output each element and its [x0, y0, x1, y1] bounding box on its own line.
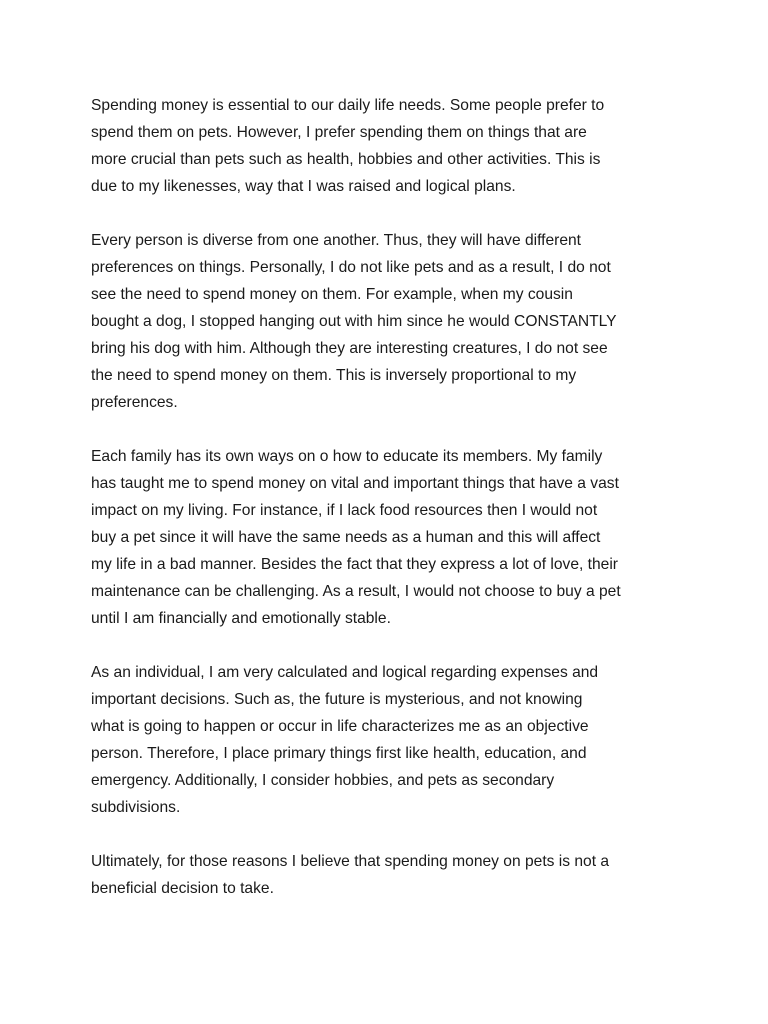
text-line: person. Therefore, I place primary things first like health, education, and	[91, 745, 587, 762]
text-line: As an individual, I am very calculated and logical regarding expenses and	[91, 664, 599, 681]
text-line: Ultimately, for those reasons I believe that spending money on pets is not a	[91, 853, 610, 870]
text-line: preferences on things. Personally, I do not like pets and as a result, I do not	[91, 259, 611, 276]
text-line: has taught me to spend money on vital and important things that have a vast	[91, 475, 619, 492]
text-line: preferences.	[91, 394, 178, 411]
text-line: bring his dog with him. Although they are interesting creatures, I do not see	[91, 340, 608, 357]
paragraph-intro	[91, 92, 691, 200]
text-line: beneficial decision to take.	[91, 880, 274, 897]
text-line: Every person is diverse from one another. Thus, they will have different	[91, 232, 582, 249]
text-line: Each family has its own ways on o how to educate its members. My family	[91, 448, 603, 465]
text-line: spend them on pets. However, I prefer spending them on things that are	[91, 124, 587, 141]
text-line: due to my likenesses, way that I was raised and logical plans.	[91, 178, 516, 195]
paragraph-individual	[91, 659, 691, 821]
paragraph-family	[91, 443, 691, 632]
text-line: the need to spend money on them. This is inversely proportional to my	[91, 367, 577, 384]
paragraph-preferences	[91, 227, 691, 416]
text-line: more crucial than pets such as health, hobbies and other activities. This is	[91, 151, 601, 168]
text-line: important decisions. Such as, the future is mysterious, and not knowing	[91, 691, 583, 708]
text-line: Spending money is essential to our daily life needs. Some people prefer to	[91, 97, 605, 114]
text-line: see the need to spend money on them. For example, when my cousin	[91, 286, 573, 303]
text-line: buy a pet since it will have the same needs as a human and this will affect	[91, 529, 601, 546]
text-line: emergency. Additionally, I consider hobbies, and pets as secondary	[91, 772, 555, 789]
paragraph-conclusion	[91, 848, 691, 902]
text-line: subdivisions.	[91, 799, 181, 816]
text-line: my life in a bad manner. Besides the fact that they express a lot of love, their	[91, 556, 619, 573]
text-line: maintenance can be challenging. As a result, I would not choose to buy a pet	[91, 583, 621, 600]
document-body	[91, 92, 691, 929]
text-line: impact on my living. For instance, if I lack food resources then I would not	[91, 502, 598, 519]
text-line: what is going to happen or occur in life characterizes me as an objective	[91, 718, 589, 735]
text-line: bought a dog, I stopped hanging out with him since he would CONSTANTLY	[91, 313, 617, 330]
text-line: until I am financially and emotionally stable.	[91, 610, 391, 627]
